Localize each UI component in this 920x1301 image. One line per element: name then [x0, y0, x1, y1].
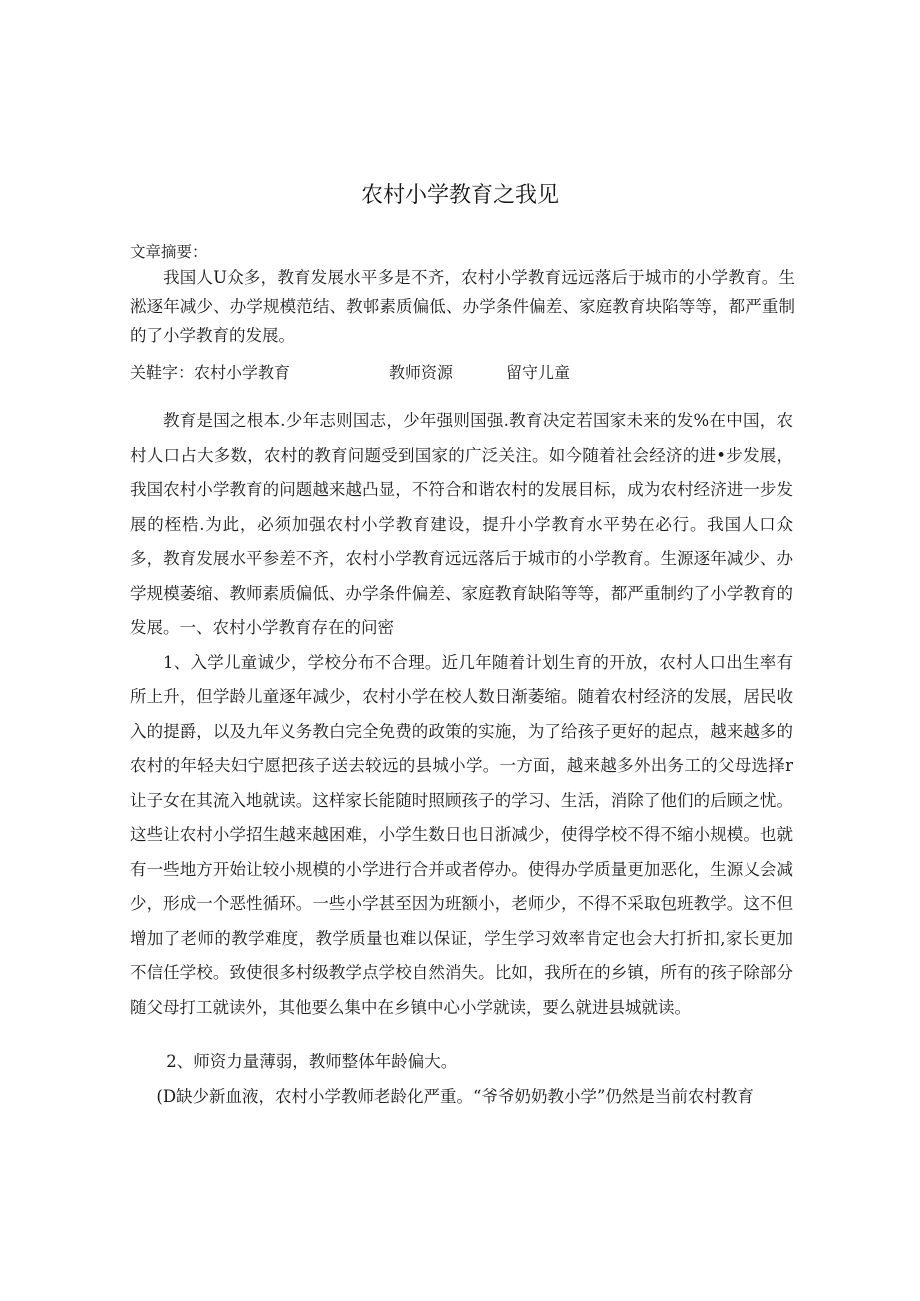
- document-title: 农村小学教育之我见: [360, 183, 559, 208]
- section-heading: 2、师资力量薄弱，教师整体年龄偏大。: [166, 1052, 458, 1071]
- keywords-line: [130, 360, 570, 383]
- body-paragraph: (D缺少新血液，农村小学教师老龄化严重。“爷爷奶奶教小学”仍然是当前农村教育: [156, 1086, 754, 1106]
- keyword-item: 教师资源: [389, 363, 454, 382]
- keyword-item: 留守儿童: [506, 363, 571, 382]
- keyword-item: 农村小学教育: [194, 363, 291, 382]
- abstract-text: 我国人U众多，教育发展水平多是不齐，农村小学教育远远落后于城市的小学教育。生淞逐年减少、办学规模范结、教邨素质偏低、办学条件偏差、家庭教育块陷等等，都严重制的了小学教育的发展。: [130, 268, 795, 345]
- keywords-label: 关鞋字：: [130, 363, 195, 382]
- body-text: [130, 404, 793, 1114]
- body-paragraph: 1、入学儿童诚少，学校分布不合理。近几年随着计划生育的开放，农村人口出生率有所上升，但学龄儿童逐年减少，农村小学在校人数日渐萎缩。随着农村经济的发展，居民收入的提爵，以及九年义务教白完全免费的政策的实施，为了给孩子更好的起点，越来越多的农村的年轻夫妇宁愿把孩子送去较远的县城小学。一方面，越来越多外出务工的父母选择r让子女在其流入地就读。这样家长能随时照顾孩子的学习、生活，消除了他们的后顾之忧。这些让农村小学招生越来越困难，小学生数日也日浙减少，使得学校不得不缩小规模。也就有一些地方开始让较小规模的小学进行合并或者停办。使得办学质量更加恶化，生源乂会减少，形成一个恶性循环。一些小学甚至因为班额小，老师少，不得不采取包班教学。这不但增加了老师的教学难度，教学质量也难以保证，学生学习效率肯定也会大打折扣,家长更加不信任学校。致使很多村级教学点学校自然消失。比如，我所在的乡镇，所有的孩子除部分随父母打工就读外，其他要么集中在乡镇中心小学就读，要么就进县城就读。: [130, 652, 793, 1017]
- abstract-label: 文章摘要：: [130, 243, 208, 261]
- body-paragraph: 教育是国之根本.少年志则国志，少年强则国强.教育决定若国家未来的发%在中国，农村人口占大多数，农村的教育问题受到国家的广泛关注。如今随着社会经济的进•步发展，我国农村小学教育的问题越来越凸显，不符合和谐农村的发展目标，成为农村经济进一步发展的桎梏.为此，必须加强农村小学教育建设，提升小学教育水平势在必行。我国人口众多，教育发展水平参差不齐，农村小学教育远远落后于城市的小学教育。生源逐年减少、办学规模萎缩、教师素质偏低、办学条件偏差、家庭教育缺陷等等，都严重制约了小学教育的发展。一、农村小学教育存在的问密: [130, 411, 793, 637]
